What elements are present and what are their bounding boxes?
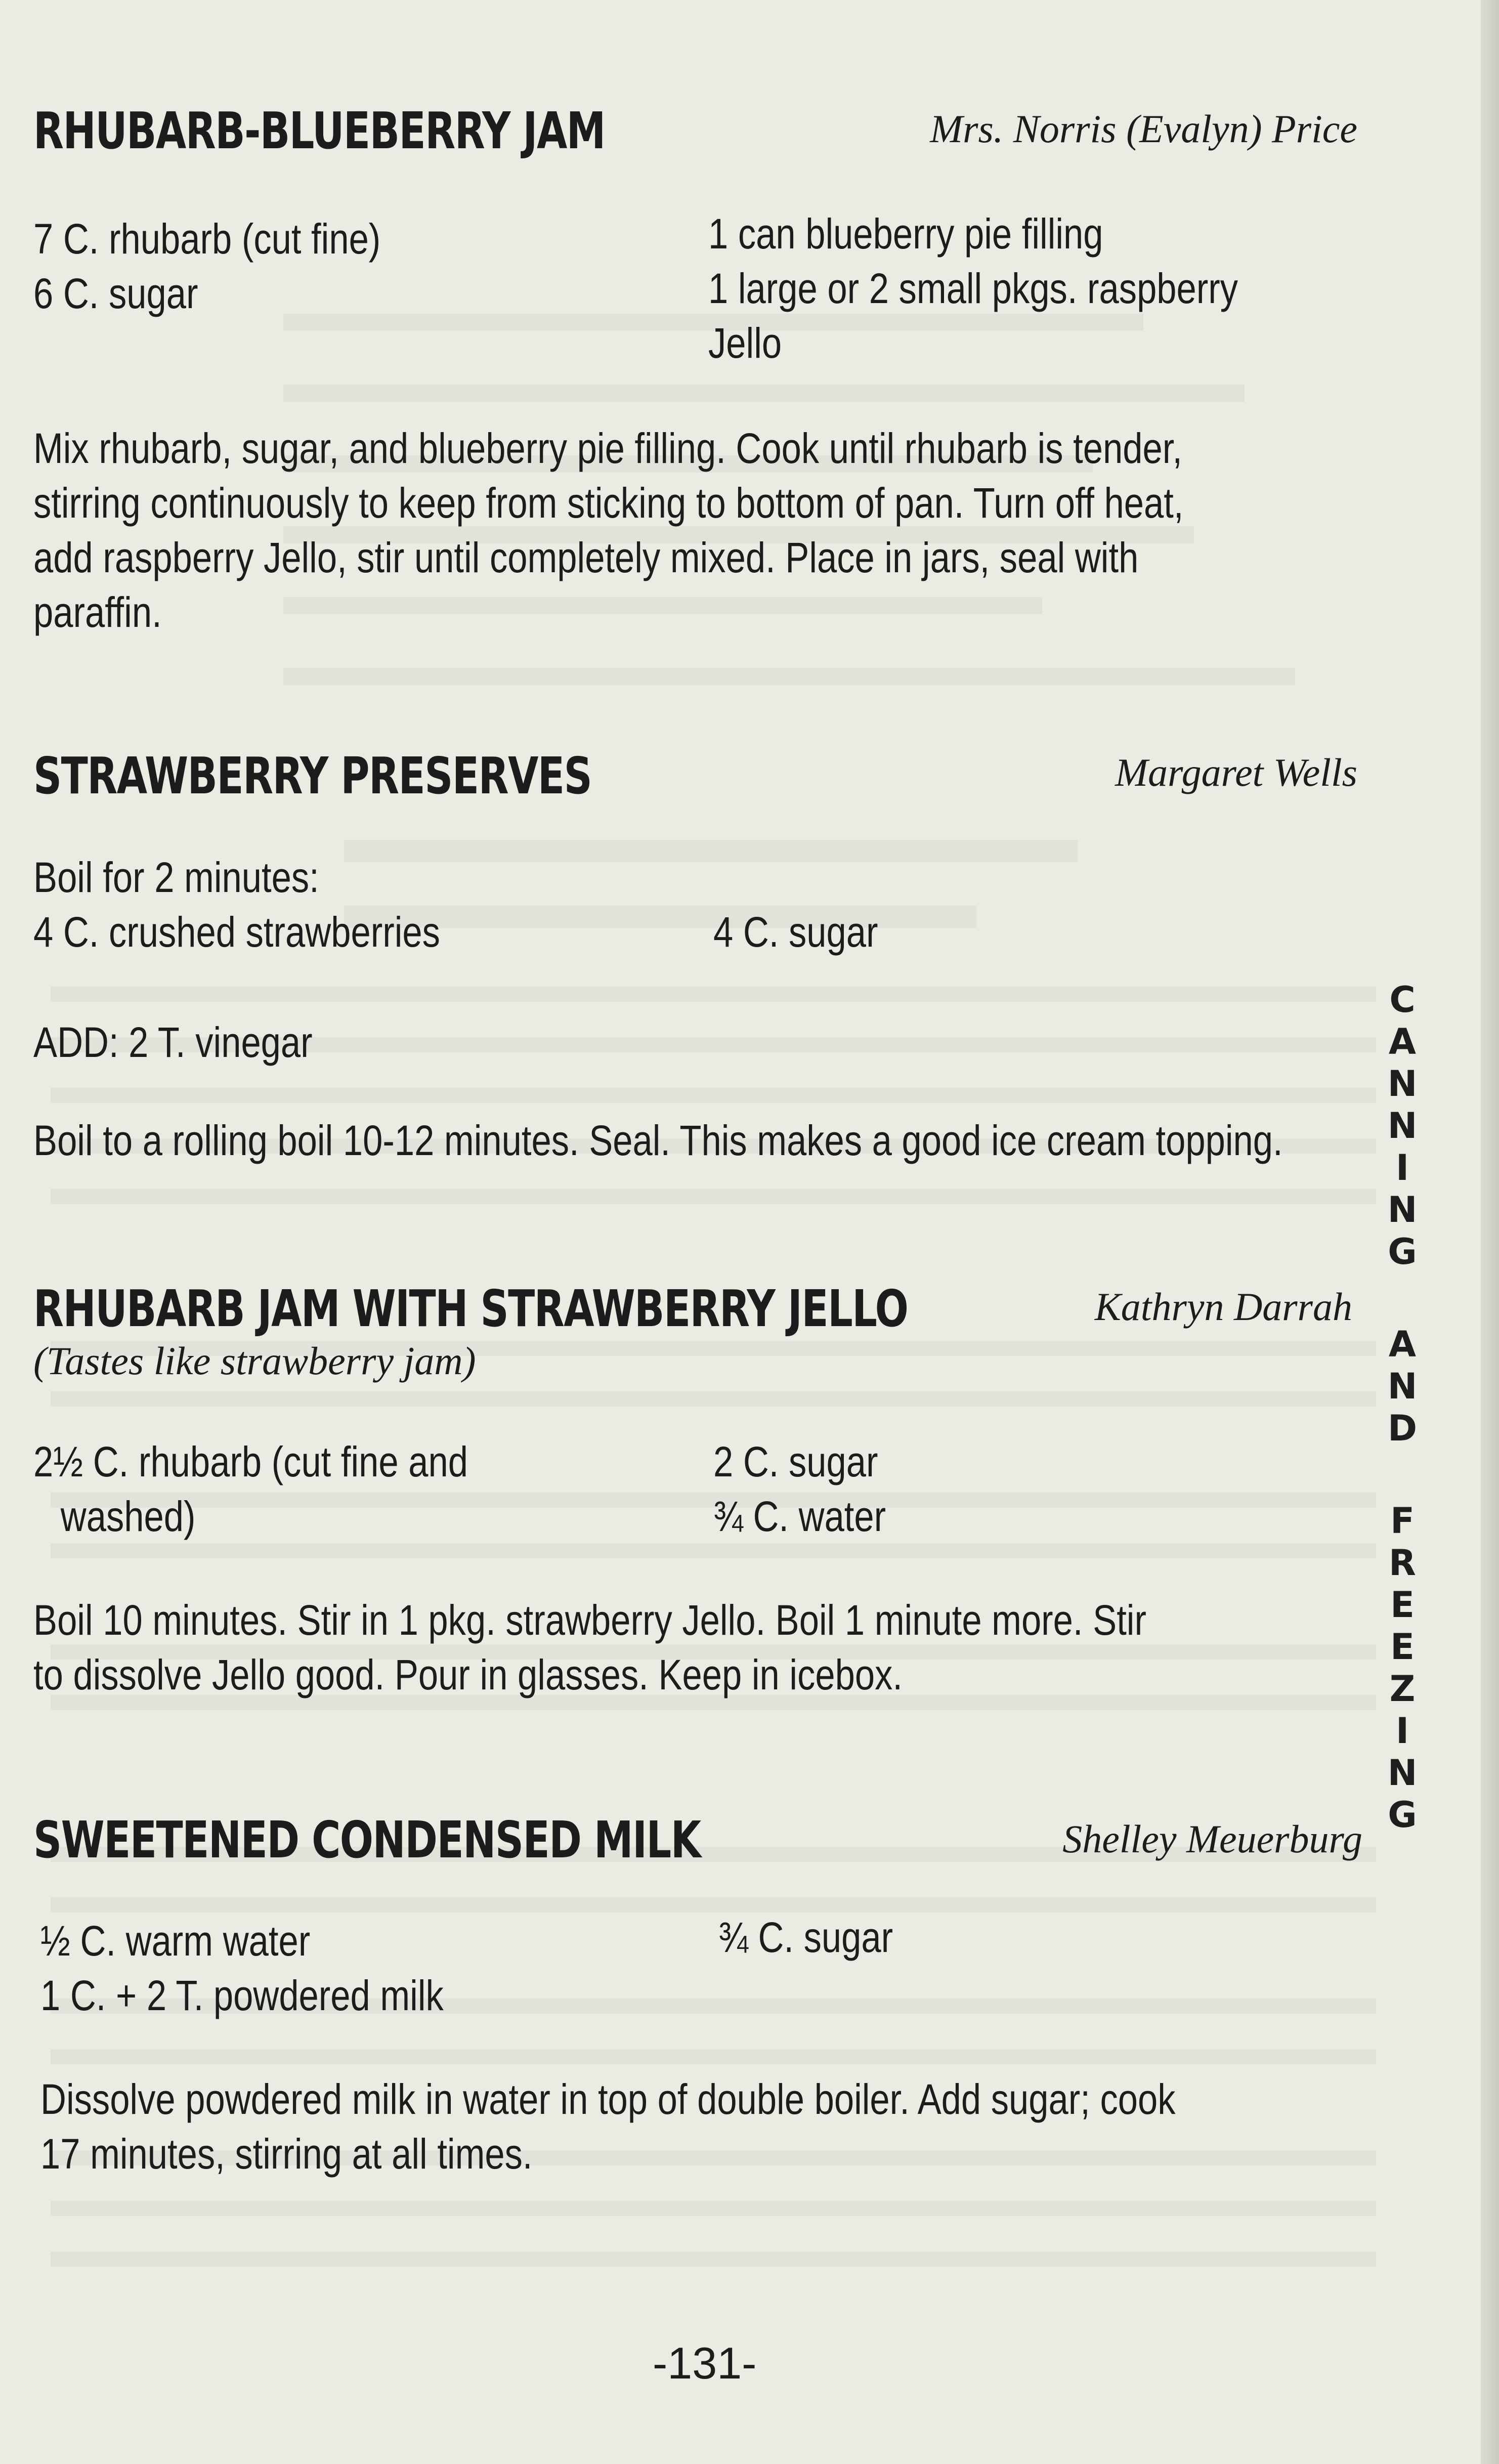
recipe-directions bbox=[33, 1593, 1146, 1702]
ingredient: 1 can blueberry pie filling bbox=[708, 210, 1103, 258]
tab-letter: I bbox=[1395, 1710, 1409, 1752]
directions-line: add raspberry Jello, stir until completely mixed. Place in jars, seal with bbox=[33, 534, 1139, 581]
recipe-add-line bbox=[33, 1015, 313, 1070]
directions-line: Boil to a rolling boil 10-12 minutes. Seal. This makes a good ice cream topping. bbox=[33, 1117, 1283, 1164]
tab-letter: D bbox=[1387, 1408, 1418, 1449]
ingredient: 1 C. + 2 T. powdered milk bbox=[40, 1972, 444, 2019]
section-side-tab bbox=[1386, 979, 1419, 1836]
ingredient: ADD: 2 T. vinegar bbox=[33, 1018, 313, 1066]
ingredient: 1 large or 2 small pkgs. raspberry bbox=[708, 265, 1238, 312]
recipe-author: Shelley Meuerburg bbox=[1062, 1817, 1362, 1861]
tab-letter: I bbox=[1395, 1147, 1409, 1188]
recipe-pre-text bbox=[33, 850, 319, 905]
ingredients-right bbox=[713, 905, 878, 959]
ingredient: 2½ C. rhubarb (cut fine and bbox=[33, 1438, 468, 1485]
directions-line: paraffin. bbox=[33, 588, 162, 636]
tab-letter: E bbox=[1390, 1626, 1415, 1668]
ingredient: 6 C. sugar bbox=[33, 270, 198, 317]
directions-line: Boil 10 minutes. Stir in 1 pkg. strawberry Jello. Boil 1 minute more. Stir bbox=[33, 1596, 1146, 1644]
tab-letter: N bbox=[1387, 1752, 1418, 1794]
tab-letter: G bbox=[1388, 1794, 1417, 1836]
ingredient: ½ C. warm water bbox=[40, 1917, 311, 1965]
tab-letter: Z bbox=[1389, 1668, 1416, 1710]
recipe-directions bbox=[33, 1113, 1283, 1168]
tab-letter: G bbox=[1388, 1231, 1417, 1272]
ingredients-left bbox=[33, 905, 440, 959]
tab-letter: F bbox=[1390, 1500, 1415, 1542]
recipe-directions bbox=[40, 2072, 1175, 2181]
ingredient: Jello bbox=[708, 319, 782, 367]
ingredient: ¾ C. water bbox=[713, 1493, 886, 1540]
ingredients-right bbox=[708, 206, 1238, 370]
recipe-directions bbox=[33, 421, 1183, 640]
recipe-subtitle: (Tastes like strawberry jam) bbox=[33, 1339, 476, 1383]
ingredients-right bbox=[718, 1910, 893, 1965]
ingredients-left bbox=[33, 1434, 468, 1544]
ingredient: 4 C. crushed strawberries bbox=[33, 908, 440, 956]
recipe-title: SWEETENED CONDENSED MILK bbox=[33, 1810, 701, 1870]
recipe-title: STRAWBERRY PRESERVES bbox=[33, 746, 592, 805]
tab-letter: N bbox=[1387, 1366, 1418, 1407]
ingredient: 4 C. sugar bbox=[713, 908, 878, 956]
ingredients-right bbox=[713, 1434, 886, 1544]
tab-letter: C bbox=[1389, 979, 1416, 1021]
ingredient: 7 C. rhubarb (cut fine) bbox=[33, 215, 381, 263]
tab-letter: A bbox=[1388, 1021, 1417, 1063]
tab-letter: A bbox=[1388, 1324, 1417, 1365]
ingredients-left bbox=[40, 1914, 444, 2023]
directions-line: to dissolve Jello good. Pour in glasses. Keep in icebox. bbox=[33, 1651, 903, 1698]
recipe-title: RHUBARB JAM WITH STRAWBERRY JELLO bbox=[33, 1279, 908, 1338]
ingredients-left bbox=[33, 211, 380, 321]
ingredient: ¾ C. sugar bbox=[718, 1914, 893, 1961]
directions-line: stirring continuously to keep from sticking to bottom of pan. Turn off heat, bbox=[33, 479, 1184, 527]
tab-letter: N bbox=[1387, 1189, 1418, 1230]
directions-line: 17 minutes, stirring at all times. bbox=[40, 2130, 533, 2178]
tab-letter: N bbox=[1387, 1063, 1418, 1104]
recipe-title: RHUBARB-BLUEBERRY JAM bbox=[33, 101, 605, 160]
ingredient: washed) bbox=[60, 1493, 196, 1540]
directions-line: Dissolve powdered milk in water in top of double boiler. Add sugar; cook bbox=[40, 2075, 1176, 2123]
tab-letter: N bbox=[1387, 1105, 1418, 1146]
ingredient: 2 C. sugar bbox=[713, 1438, 878, 1485]
recipe-author: Mrs. Norris (Evalyn) Price bbox=[930, 107, 1357, 151]
tab-letter: R bbox=[1389, 1542, 1416, 1584]
directions-line: Mix rhubarb, sugar, and blueberry pie filling. Cook until rhubarb is tender, bbox=[33, 424, 1182, 472]
directions-line: Boil for 2 minutes: bbox=[33, 854, 319, 901]
tab-letter: E bbox=[1390, 1584, 1415, 1626]
recipe-author: Kathryn Darrah bbox=[1094, 1285, 1352, 1329]
page-number: -131- bbox=[653, 2338, 757, 2388]
recipe-author: Margaret Wells bbox=[1115, 750, 1357, 794]
